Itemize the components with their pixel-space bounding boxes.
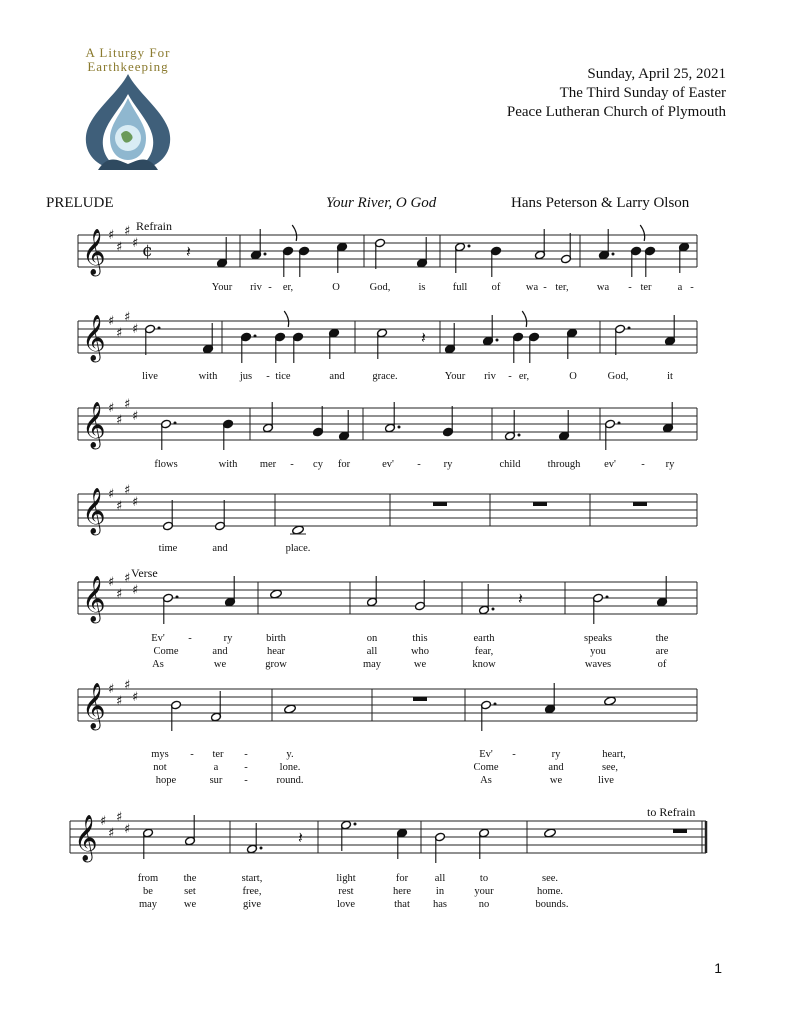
sharp-sign: ♯	[124, 310, 131, 325]
lyric-syllable: lone.	[279, 762, 301, 773]
sharp-sign: ♯	[124, 822, 131, 837]
note-dot	[494, 703, 497, 706]
note-dot	[612, 253, 615, 256]
prelude-label: PRELUDE	[46, 195, 114, 211]
lyric-syllable: ter	[212, 749, 224, 760]
lyric-syllable: grow	[265, 659, 287, 670]
lyric-hyphen: -	[290, 459, 294, 470]
lyric-hyphen: -	[641, 459, 645, 470]
lyric-syllable: As	[152, 659, 164, 670]
lyric-syllable: this	[412, 633, 428, 644]
lyric-syllable: wa	[525, 282, 539, 293]
lyric-syllable: that	[394, 899, 410, 910]
lyric-syllable: flows	[154, 459, 178, 470]
logo-title-line1: A Liturgy For	[85, 45, 171, 60]
treble-clef: 𝄞	[82, 229, 106, 275]
lyric-hyphen: -	[508, 371, 512, 382]
quarter-rest: 𝄽	[518, 589, 523, 608]
sharp-sign: ♯	[108, 575, 115, 590]
sharp-sign: ♯	[132, 322, 139, 337]
lyric-syllable: the	[183, 873, 197, 884]
treble-clef: 𝄞	[74, 815, 98, 861]
note-flag	[640, 225, 645, 241]
music-staff	[0, 562, 791, 632]
lyric-syllable: grace.	[372, 371, 398, 382]
lyric-syllable: round.	[276, 775, 304, 786]
whole-rest	[413, 697, 427, 701]
lyric-syllable: full	[452, 282, 468, 293]
lyric-syllable: live	[598, 775, 614, 786]
note-dot	[518, 434, 521, 437]
music-staff	[0, 474, 791, 544]
sharp-sign: ♯	[116, 326, 123, 341]
lyric-hyphen: -	[244, 762, 248, 773]
lyric-hyphen: -	[268, 282, 272, 293]
sharp-sign: ♯	[100, 814, 107, 829]
lyric-syllable: place.	[285, 543, 311, 554]
lyric-syllable: y.	[286, 749, 294, 760]
lyric-syllable: mer	[259, 459, 277, 470]
lyric-syllable: jus	[239, 371, 253, 382]
lyric-syllable: riv	[484, 371, 496, 382]
sharp-sign: ♯	[124, 483, 131, 498]
service-date: Sunday, April 25, 2021	[587, 66, 726, 82]
lyric-syllable: rest	[338, 886, 354, 897]
lyric-syllable: free,	[242, 886, 262, 897]
lyric-syllable: bounds.	[535, 899, 569, 910]
quarter-rest: 𝄽	[186, 242, 191, 261]
lyric-syllable: for	[337, 459, 351, 470]
lyric-syllable: Your	[444, 371, 466, 382]
lyric-syllable: on	[366, 633, 378, 644]
composers: Hans Peterson & Larry Olson	[511, 195, 690, 211]
sharp-sign: ♯	[124, 224, 131, 239]
lyric-syllable: ter	[640, 282, 652, 293]
lyric-syllable: and	[212, 646, 228, 657]
lyric-syllable: er,	[518, 371, 530, 382]
lyric-hyphen: -	[543, 282, 547, 293]
page-number: 1	[714, 960, 722, 976]
note-dot	[158, 327, 161, 330]
lyric-hyphen: -	[512, 749, 516, 760]
whole-rest	[633, 502, 647, 506]
sharp-sign: ♯	[108, 228, 115, 243]
lyric-syllable: tice	[275, 371, 291, 382]
lyric-syllable: riv	[250, 282, 262, 293]
lyric-hyphen: -	[417, 459, 421, 470]
lyric-syllable: all	[366, 646, 378, 657]
lyric-hyphen: -	[188, 633, 192, 644]
note-dot	[264, 253, 267, 256]
note-dot	[618, 422, 621, 425]
quarter-rest: 𝄽	[421, 328, 426, 347]
lyric-syllable: ev'	[382, 459, 394, 470]
sharp-sign: ♯	[124, 678, 131, 693]
lyric-syllable: not	[153, 762, 167, 773]
sharp-sign: ♯	[116, 810, 123, 825]
lyric-syllable: love	[336, 899, 356, 910]
note-dot	[254, 335, 257, 338]
lyric-syllable: wa	[596, 282, 610, 293]
note-flag	[284, 311, 289, 327]
lyric-syllable: time	[158, 543, 178, 554]
to-refrain-label: to Refrain	[647, 805, 696, 819]
lyric-syllable: see,	[601, 762, 619, 773]
refrain-label: Refrain	[136, 219, 172, 233]
lyric-syllable: O	[569, 371, 577, 382]
lyric-hyphen: -	[628, 282, 632, 293]
lyric-syllable: and	[212, 543, 228, 554]
sharp-sign: ♯	[116, 694, 123, 709]
lyric-syllable: with	[218, 459, 238, 470]
service-occasion: The Third Sunday of Easter	[559, 85, 726, 101]
lyric-syllable: set	[184, 886, 196, 897]
lyric-syllable: here	[392, 886, 412, 897]
lyric-syllable: and	[329, 371, 345, 382]
whole-rest	[673, 829, 687, 833]
sharp-sign: ♯	[132, 495, 139, 510]
lyric-syllable: has	[433, 899, 447, 910]
lyric-syllable: we	[413, 659, 427, 670]
note-dot	[496, 339, 499, 342]
sharp-sign: ♯	[124, 571, 131, 586]
sharp-sign: ♯	[116, 240, 123, 255]
piece-title: Your River, O God	[326, 195, 437, 211]
music-staff	[0, 388, 791, 458]
verse-label: Verse	[131, 566, 158, 580]
lyric-syllable: birth	[266, 633, 286, 644]
lyric-hyphen: -	[690, 282, 694, 293]
lyric-syllable: O	[332, 282, 340, 293]
church-name: Peace Lutheran Church of Plymouth	[506, 104, 726, 120]
sharp-sign: ♯	[132, 583, 139, 598]
lyric-syllable: sur	[209, 775, 223, 786]
treble-clef: 𝄞	[82, 315, 106, 361]
note-flag	[292, 225, 297, 241]
lyric-syllable: and	[548, 762, 564, 773]
note-flag	[522, 311, 527, 327]
lyric-syllable: Ev'	[479, 749, 493, 760]
lyric-syllable: may	[138, 899, 158, 910]
lyric-syllable: speaks	[584, 633, 612, 644]
lyric-syllable: in	[435, 886, 445, 897]
lyric-syllable: the	[655, 633, 669, 644]
music-staff	[0, 801, 791, 871]
note-dot	[260, 847, 263, 850]
lyric-syllable: from	[137, 873, 159, 884]
music-staff	[0, 669, 791, 739]
note-dot	[606, 596, 609, 599]
lyric-syllable: As	[480, 775, 492, 786]
lyric-syllable: a	[677, 282, 683, 293]
lyric-syllable: is	[418, 282, 426, 293]
lyric-syllable: may	[362, 659, 382, 670]
lyric-syllable: heart,	[602, 749, 626, 760]
sharp-sign: ♯	[116, 587, 123, 602]
lyric-syllable: of	[657, 659, 667, 670]
lyric-syllable: Come	[153, 646, 179, 657]
sharp-sign: ♯	[124, 397, 131, 412]
cut-time-signature: ¢	[142, 241, 153, 261]
lyric-syllable: ry	[443, 459, 453, 470]
lyric-hyphen: -	[266, 371, 270, 382]
lyric-syllable: mys	[151, 749, 169, 760]
sharp-sign: ♯	[108, 826, 115, 841]
lyric-syllable: ev'	[604, 459, 616, 470]
lyric-syllable: home.	[537, 886, 563, 897]
music-staff	[0, 215, 791, 285]
note-dot	[354, 823, 357, 826]
note-dot	[468, 245, 471, 248]
lyric-syllable: child	[499, 459, 521, 470]
lyric-hyphen: -	[244, 749, 248, 760]
note-dot	[628, 327, 631, 330]
sharp-sign: ♯	[132, 409, 139, 424]
lyric-syllable: God,	[607, 371, 629, 382]
sharp-sign: ♯	[108, 314, 115, 329]
lyric-syllable: hear	[266, 646, 286, 657]
water-drop-hands-icon	[78, 74, 178, 170]
lyric-syllable: ry	[223, 633, 233, 644]
treble-clef: 𝄞	[82, 488, 106, 534]
lyric-syllable: God,	[369, 282, 391, 293]
lyric-syllable: no	[478, 899, 490, 910]
sharp-sign: ♯	[108, 682, 115, 697]
lyric-syllable: see.	[541, 873, 559, 884]
lyric-syllable: who	[410, 646, 430, 657]
treble-clef: 𝄞	[82, 683, 106, 729]
lyric-syllable: your	[474, 886, 494, 897]
quarter-rest: 𝄽	[298, 828, 303, 847]
lyric-syllable: it	[667, 371, 673, 382]
lyric-hyphen: -	[190, 749, 194, 760]
note-dot	[176, 596, 179, 599]
logo-title-line2: Earthkeeping	[87, 59, 169, 74]
music-staff	[0, 301, 791, 371]
whole-rest	[433, 502, 447, 506]
sharp-sign: ♯	[116, 413, 123, 428]
lyric-syllable: give	[242, 899, 262, 910]
lyric-syllable: ry	[665, 459, 675, 470]
treble-clef: 𝄞	[82, 576, 106, 622]
lyric-syllable: know	[472, 659, 496, 670]
lyric-syllable: of	[491, 282, 501, 293]
lyric-syllable: er,	[282, 282, 294, 293]
note-dot	[174, 422, 177, 425]
lyric-syllable: Ev'	[151, 633, 165, 644]
lyric-syllable: live	[142, 371, 158, 382]
lyric-syllable: be	[143, 886, 153, 897]
lyric-syllable: through	[547, 459, 581, 470]
lyric-syllable: we	[213, 659, 227, 670]
note-dot	[492, 608, 495, 611]
sharp-sign: ♯	[108, 401, 115, 416]
lyric-syllable: you	[590, 646, 606, 657]
lyric-syllable: Your	[211, 282, 233, 293]
sharp-sign: ♯	[132, 236, 139, 251]
sharp-sign: ♯	[132, 690, 139, 705]
lyric-syllable: earth	[473, 633, 495, 644]
lyric-syllable: a	[213, 762, 219, 773]
sharp-sign: ♯	[116, 499, 123, 514]
lyric-syllable: we	[549, 775, 563, 786]
note-dot	[398, 426, 401, 429]
lyric-syllable: all	[434, 873, 446, 884]
lyric-hyphen: -	[244, 775, 248, 786]
treble-clef: 𝄞	[82, 402, 106, 448]
whole-rest	[533, 502, 547, 506]
lyric-syllable: we	[183, 899, 197, 910]
lyric-syllable: fear,	[474, 646, 494, 657]
lyric-syllable: ter,	[555, 282, 569, 293]
lyric-syllable: are	[655, 646, 669, 657]
lyric-syllable: for	[395, 873, 409, 884]
lyric-syllable: with	[198, 371, 218, 382]
lyric-syllable: waves	[584, 659, 612, 670]
lyric-syllable: Come	[473, 762, 499, 773]
lyric-syllable: start,	[241, 873, 263, 884]
lyric-syllable: ry	[551, 749, 561, 760]
lyric-syllable: cy	[313, 459, 323, 470]
lyric-syllable: hope	[155, 775, 177, 786]
lyric-syllable: light	[336, 873, 356, 884]
lyric-syllable: to	[479, 873, 489, 884]
sharp-sign: ♯	[108, 487, 115, 502]
